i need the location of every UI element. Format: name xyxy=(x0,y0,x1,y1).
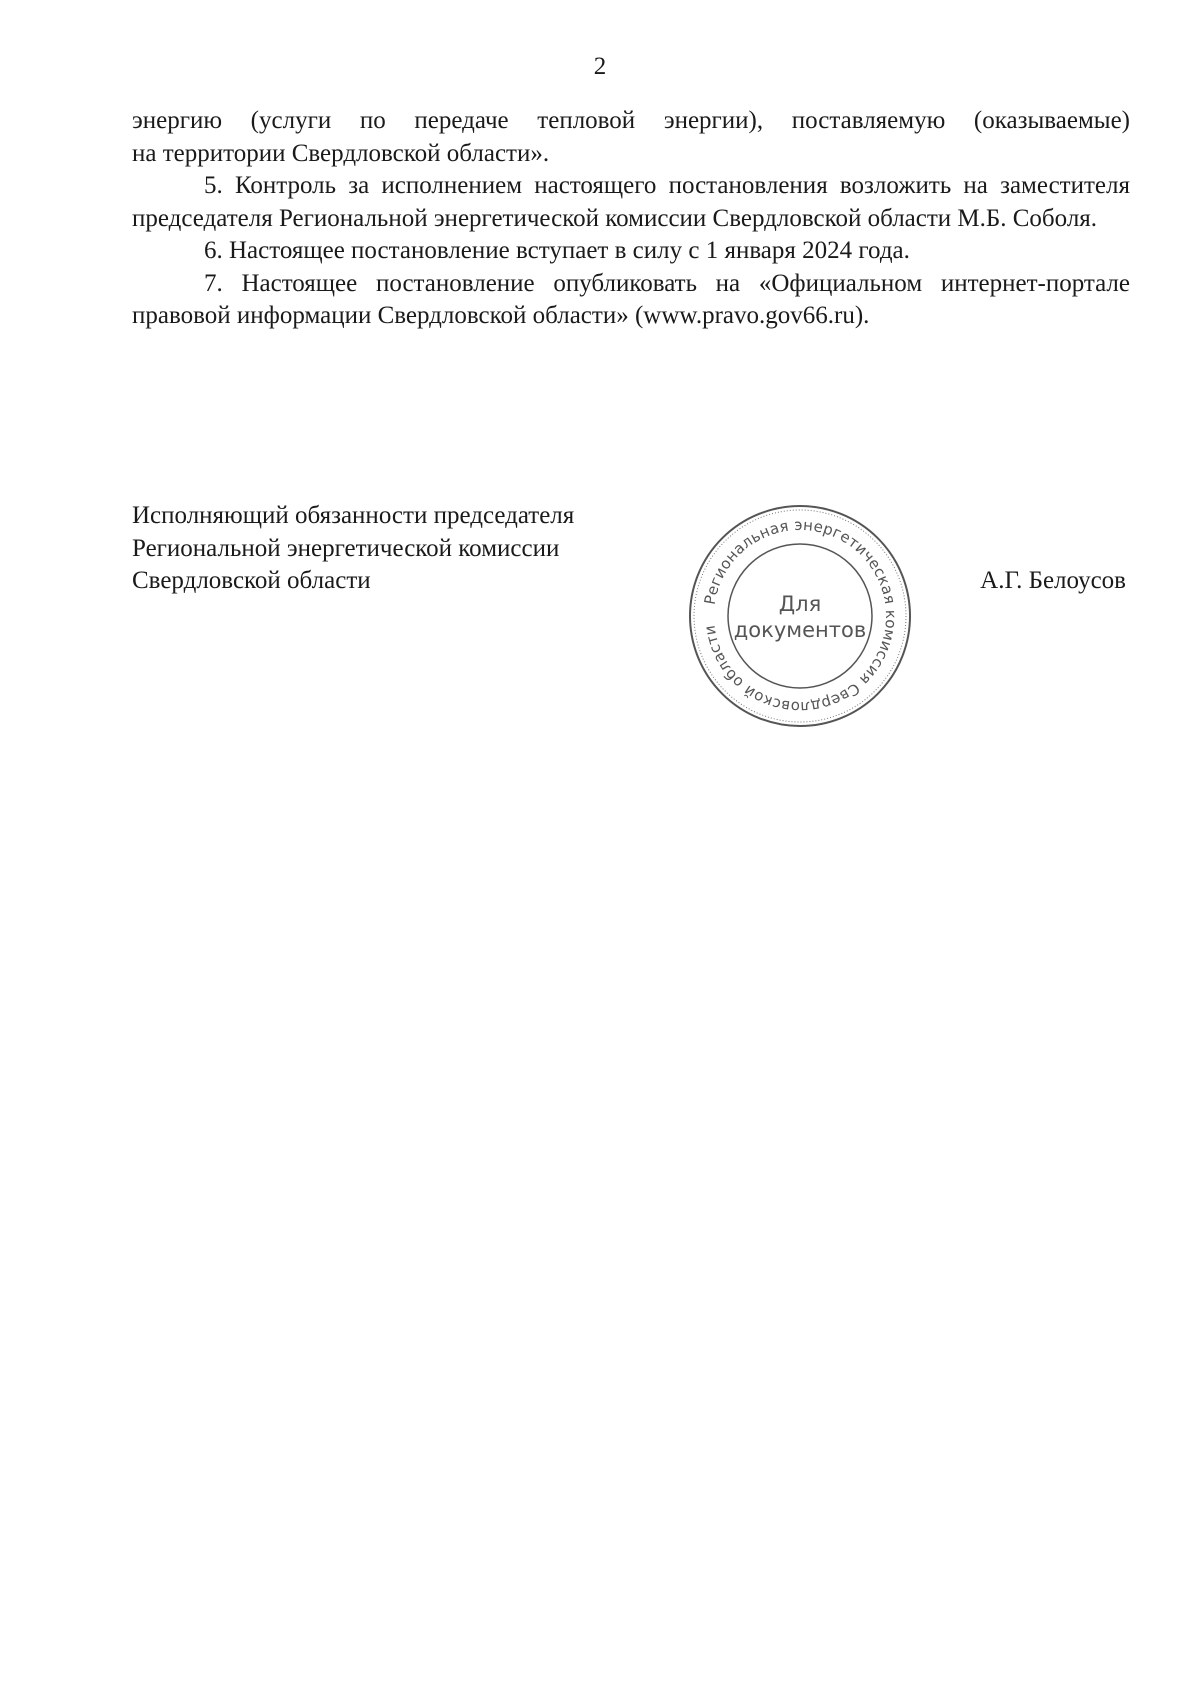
signature-title xyxy=(132,500,574,598)
signature-title-line: Региональной энергетической комиссии xyxy=(132,534,560,562)
seal-inner-ring xyxy=(728,544,872,688)
signer-name: А.Г. Белоусов xyxy=(980,567,1126,594)
seal-outer-text: Региональная энергетическая комиссия Свердловской области xyxy=(700,515,901,717)
paragraph-continuation-line2: на территории Свердловской области». xyxy=(132,139,550,167)
paragraph-continuation-line1: энергию (услуги по передаче тепловой энергии), поставляемую (оказываемые) xyxy=(132,107,1130,134)
signature-title-line: Исполняющий обязанности председателя xyxy=(132,502,575,529)
document-body xyxy=(132,105,1130,333)
official-seal xyxy=(685,501,915,731)
paragraph-5: 5. Контроль за исполнением настоящего постановления возложить на заместителя председателя Региональной энергетической комиссии Свердловской области М.Б. Соболя. xyxy=(132,172,1130,232)
seal-center-line2: документов xyxy=(733,618,867,642)
signature-title-line: Свердловской области xyxy=(132,567,371,594)
paragraph-7: 7. Настоящее постановление опубликовать на «Официальном интернет-портале правовой информации Свердловской области» (www.pravo.gov66.ru). xyxy=(132,269,1130,329)
seal-outer-ring xyxy=(690,506,910,726)
seal-outer-ring-dotted xyxy=(694,510,906,722)
page-number: 2 xyxy=(593,53,607,80)
seal-center-line1: Для xyxy=(778,592,822,616)
paragraph-6: 6. Настоящее постановление вступает в силу с 1 января 2024 года. xyxy=(204,237,910,264)
